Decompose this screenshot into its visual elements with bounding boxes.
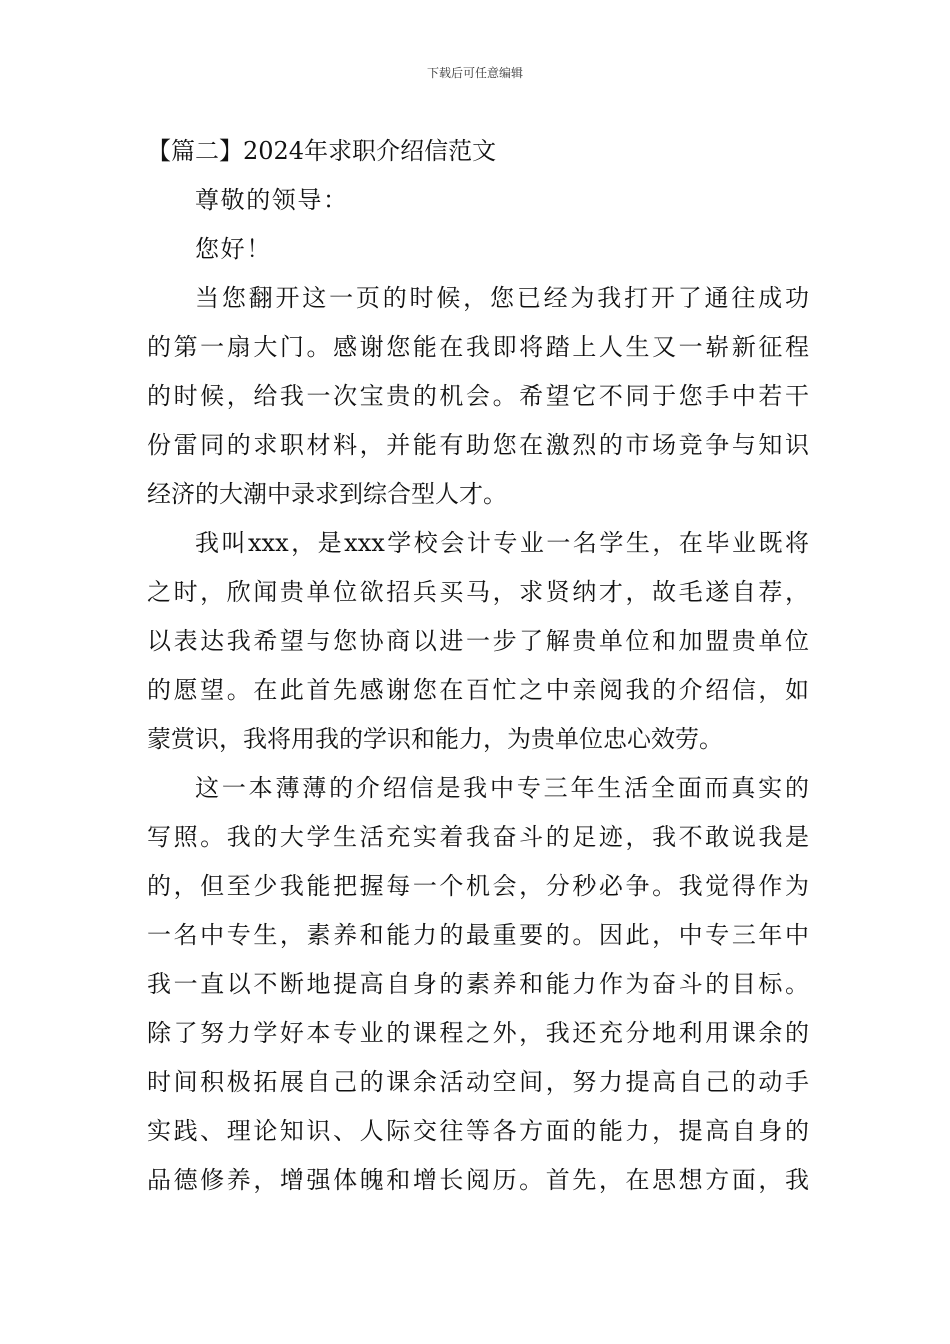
paragraph-line: 份雷同的求职材料，并能有助您在激烈的市场竞争与知识: [147, 431, 809, 459]
paragraph-line: 的，但至少我能把握每一个机会，分秒必争。我觉得作为: [147, 872, 809, 900]
paragraph-line: 的愿望。在此首先感谢您在百忙之中亲阅我的介绍信，如: [147, 676, 809, 704]
paragraph-line: 这一本薄薄的介绍信是我中专三年生活全面而真实的: [195, 774, 809, 802]
paragraph-line: 除了努力学好本专业的课程之外，我还充分地利用课余的: [147, 1019, 809, 1047]
paragraph-line: 以表达我希望与您协商以进一步了解贵单位和加盟贵单位: [147, 627, 809, 655]
page-header-note: 下载后可任意编辑: [426, 66, 523, 80]
paragraph-line: 之时，欣闻贵单位欲招兵买马，求贤纳才，故毛遂自荐，: [147, 578, 809, 606]
paragraph-line: 一名中专生，素养和能力的最重要的。因此，中专三年中: [147, 921, 809, 949]
paragraph-line: 实践、理论知识、人际交往等各方面的能力，提高自身的: [147, 1117, 809, 1145]
paragraph-line: 当您翻开这一页的时候，您已经为我打开了通往成功: [195, 284, 809, 312]
paragraph-line: 经济的大潮中录求到综合型人才。: [147, 480, 507, 508]
greeting: 您好！: [195, 235, 272, 263]
salutation: 尊敬的领导：: [195, 186, 349, 214]
document-body: [147, 127, 809, 1205]
paragraph-line: 时间积极拓展自己的课余活动空间，努力提高自己的动手: [147, 1068, 809, 1096]
paragraph-1: [147, 274, 809, 519]
paragraph-line: 我叫xxx，是xxx学校会计专业一名学生，在毕业既将: [195, 529, 809, 557]
paragraph-line: 我一直以不断地提高自身的素养和能力作为奋斗的目标。: [147, 970, 809, 998]
paragraph-line: 的第一扇大门。感谢您能在我即将踏上人生又一崭新征程: [147, 333, 809, 361]
document-title: 【篇二】2024年求职介绍信范文: [147, 137, 497, 165]
paragraph-3: [147, 764, 809, 1205]
paragraph-line: 的时候，给我一次宝贵的机会。希望它不同于您手中若干: [147, 382, 809, 410]
paragraph-2: [147, 519, 809, 764]
paragraph-line: 品德修养，增强体魄和增长阅历。首先，在思想方面，我: [147, 1166, 809, 1194]
paragraph-line: 蒙赏识，我将用我的学识和能力，为贵单位忠心效劳。: [147, 725, 723, 753]
paragraph-line: 写照。我的大学生活充实着我奋斗的足迹，我不敢说我是: [147, 823, 809, 851]
